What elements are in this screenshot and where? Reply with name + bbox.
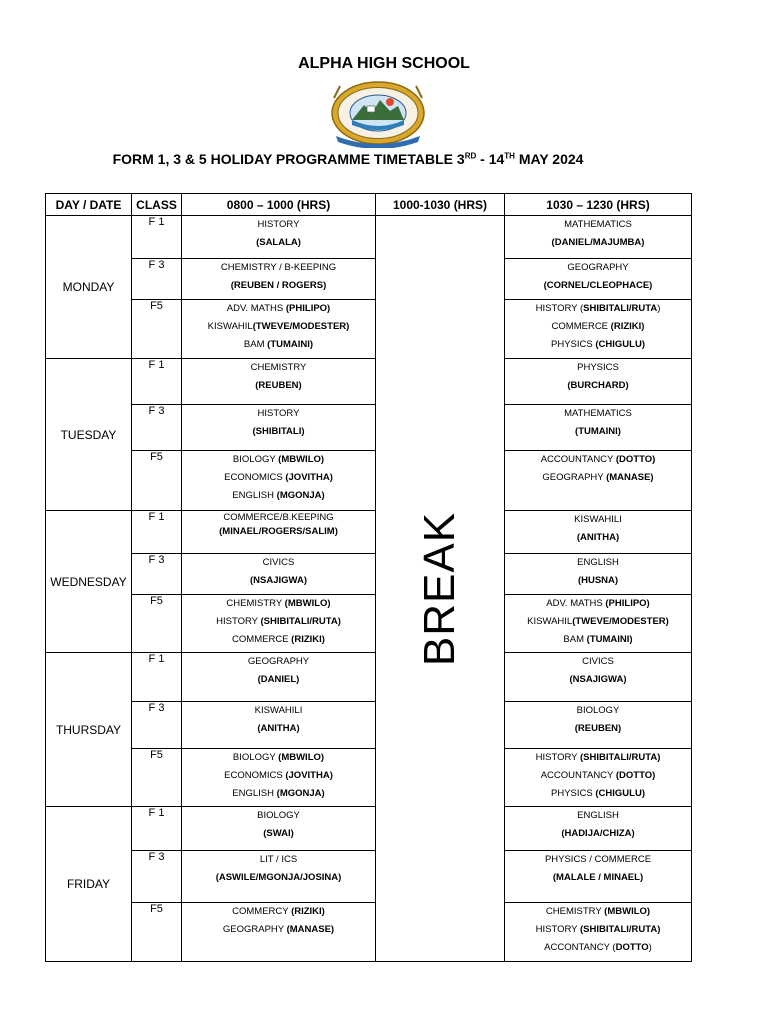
teacher-name: (SHIBITALI/RUTA): [579, 752, 661, 763]
morning-session-cell: [182, 554, 376, 595]
teacher-name: DOTTO: [615, 942, 649, 953]
subject-name: ACCONTANCY (: [544, 942, 616, 953]
teacher-name: (PHILIPO): [605, 598, 650, 609]
subject-name: ECONOMICS: [224, 472, 286, 483]
late-morning-session-cell: [505, 702, 692, 749]
subject-name: COMMERCE: [232, 634, 292, 645]
subject-line: [505, 595, 691, 613]
late-morning-session-cell: [505, 554, 692, 595]
subject-line: [182, 216, 375, 234]
subject-name: CIVICS: [582, 656, 614, 667]
teacher-name: (HADIJA/CHIZA): [561, 828, 635, 839]
class-cell: F5: [132, 300, 182, 359]
morning-session-cell: [182, 300, 376, 359]
subject-name: CHEMISTRY / B-KEEPING: [220, 262, 337, 273]
teacher-name: (MALALE / MINAEL): [552, 872, 644, 883]
subject-name: HISTORY (: [535, 303, 584, 314]
subject-line: [505, 300, 691, 318]
subject-line: [182, 767, 375, 785]
teacher-name: (JOVITHA): [285, 770, 333, 781]
column-header-slot3: 1030 – 1230 (HRS): [505, 194, 692, 216]
subject-suffix: ): [657, 303, 661, 314]
subject-name: ENGLISH: [232, 490, 277, 501]
teacher-name: (SWAI): [263, 828, 294, 839]
teacher-name: (JOVITHA): [285, 472, 333, 483]
subject-line: [182, 595, 375, 613]
subject-name: BIOLOGY: [232, 454, 279, 465]
school-name: ALPHA HIGH SCHOOL: [298, 55, 470, 72]
class-cell: F5: [132, 595, 182, 653]
subject-line: [182, 451, 375, 469]
teacher-name: (DANIEL): [257, 674, 300, 685]
table-row: [46, 511, 692, 554]
day-cell: TUESDAY: [46, 359, 132, 511]
subject-line: [505, 767, 691, 785]
subject-name: ENGLISH: [232, 788, 277, 799]
subject-line: [182, 377, 375, 395]
table-row: [46, 216, 692, 259]
subject-line: [182, 785, 375, 803]
subject-line: [182, 525, 375, 539]
subject-line: [505, 631, 691, 649]
subject-name: ACCOUNTANCY: [540, 770, 616, 781]
late-morning-session-cell: [505, 300, 692, 359]
late-morning-session-cell: [505, 595, 692, 653]
subject-name: HISTORY: [535, 752, 580, 763]
morning-session-cell: [182, 851, 376, 903]
class-cell: F 3: [132, 554, 182, 595]
teacher-name: (BURCHARD): [567, 380, 629, 391]
class-cell: F5: [132, 903, 182, 962]
subject-line: [182, 511, 375, 525]
subject-name: CHEMISTRY: [545, 906, 605, 917]
teacher-name: (MINAEL/ROGERS/SALIM): [219, 526, 338, 537]
day-cell: THURSDAY: [46, 653, 132, 807]
teacher-name: (DANIEL/MAJUMBA): [551, 237, 645, 248]
subject-line: [182, 825, 375, 843]
late-morning-session-cell: [505, 259, 692, 300]
subject-name: KISWAHIL: [527, 616, 573, 627]
morning-session-cell: [182, 807, 376, 851]
subject-name: COMMERCE/B.KEEPING: [223, 512, 334, 523]
class-cell: F 1: [132, 359, 182, 405]
subject-line: [505, 234, 691, 252]
subject-name: GEOGRAPHY: [222, 924, 287, 935]
subject-line: [505, 318, 691, 336]
late-morning-session-cell: [505, 807, 692, 851]
teacher-name: (REUBEN): [255, 380, 302, 391]
late-morning-session-cell: [505, 749, 692, 807]
subject-name: KISWAHIL: [207, 321, 253, 332]
subject-line: [182, 702, 375, 720]
late-morning-session-cell: [505, 359, 692, 405]
teacher-name: (NSAJIGWA): [569, 674, 627, 685]
subject-line: [505, 671, 691, 689]
column-header-class: CLASS: [132, 194, 182, 216]
late-morning-session-cell: [505, 451, 692, 511]
subject-line: [182, 359, 375, 377]
class-cell: F 3: [132, 259, 182, 300]
table-row: [46, 259, 692, 300]
column-header-slot1: 0800 – 1000 (HRS): [182, 194, 376, 216]
teacher-name: (TWEVE/MODESTER): [572, 616, 669, 627]
subject-line: [505, 720, 691, 738]
teacher-name: (MANASE): [286, 924, 335, 935]
teacher-name: (CHIGULU): [595, 788, 645, 799]
class-cell: F5: [132, 749, 182, 807]
late-morning-session-cell: [505, 405, 692, 451]
subject-name: PHYSICS: [577, 362, 619, 373]
timetable-title: FORM 1, 3 & 5 HOLIDAY PROGRAMME TIMETABLE 3RD - 14TH MAY 2024: [112, 151, 584, 167]
table-row: [46, 451, 692, 511]
class-cell: F 1: [132, 807, 182, 851]
subject-line: [182, 300, 375, 318]
teacher-name: (MBWILO): [284, 598, 331, 609]
subject-line: [505, 702, 691, 720]
table-row: [46, 405, 692, 451]
teacher-name: (ASWILE/MGONJA/JOSINA): [215, 872, 342, 883]
teacher-name: (MANASE): [606, 472, 654, 483]
class-cell: F 1: [132, 511, 182, 554]
subject-line: [505, 423, 691, 441]
subject-line: [505, 613, 691, 631]
subject-line: [182, 903, 375, 921]
late-morning-session-cell: [505, 653, 692, 702]
subject-name: ENGLISH: [577, 810, 619, 821]
subject-name: ADV. MATHS: [546, 598, 606, 609]
teacher-name: (DOTTO): [615, 770, 656, 781]
table-row: [46, 807, 692, 851]
subject-name: PHYSICS / COMMERCE: [544, 854, 652, 865]
teacher-name: (DOTTO): [615, 454, 656, 465]
subject-name: ACCOUNTANCY: [540, 454, 616, 465]
subject-line: [182, 554, 375, 572]
subject-line: [182, 720, 375, 738]
subject-line: [182, 807, 375, 825]
teacher-name: (MBWILO): [278, 454, 325, 465]
subject-name: CHEMISTRY: [250, 362, 307, 373]
subject-name: HISTORY: [257, 219, 300, 230]
header-row: [46, 194, 692, 216]
subject-name: ADV. MATHS: [226, 303, 286, 314]
subject-line: [505, 216, 691, 234]
subject-name: CHEMISTRY: [226, 598, 285, 609]
class-cell: F 3: [132, 405, 182, 451]
morning-session-cell: [182, 903, 376, 962]
subject-name: COMMERCE: [551, 321, 611, 332]
subject-line: [505, 939, 691, 957]
morning-session-cell: [182, 653, 376, 702]
subject-line: [505, 749, 691, 767]
teacher-name: (ANITHA): [257, 723, 300, 734]
morning-session-cell: [182, 749, 376, 807]
subject-name: PHYSICS: [551, 788, 596, 799]
subject-line: [505, 451, 691, 469]
table-row: [46, 903, 692, 962]
late-morning-session-cell: [505, 216, 692, 259]
teacher-name: (PHILIPO): [285, 303, 331, 314]
column-header-day: DAY / DATE: [46, 194, 132, 216]
day-cell: FRIDAY: [46, 807, 132, 962]
subject-name: HISTORY: [257, 408, 300, 419]
subject-line: [505, 921, 691, 939]
subject-line: [182, 277, 375, 295]
subject-line: [182, 851, 375, 869]
class-cell: F5: [132, 451, 182, 511]
teacher-name: (REUBEN / ROGERS): [230, 280, 327, 291]
teacher-name: (SALALA): [256, 237, 301, 248]
teacher-name: (TWEVE/MODESTER): [252, 321, 350, 332]
timetable: [45, 193, 692, 962]
subject-name: MATHEMATICS: [564, 408, 632, 419]
subject-line: [182, 423, 375, 441]
teacher-name: (ANITHA): [576, 532, 620, 543]
table-row: [46, 702, 692, 749]
teacher-name: (CORNEL/CLEOPHACE): [543, 280, 653, 291]
teacher-name: (SHIBITALI/RUTA): [579, 924, 661, 935]
morning-session-cell: [182, 359, 376, 405]
subject-name: GEOGRAPHY: [542, 472, 607, 483]
subject-line: [505, 807, 691, 825]
subject-line: [182, 869, 375, 887]
teacher-name: (NSAJIGWA): [250, 575, 307, 586]
table-row: [46, 300, 692, 359]
table-row: [46, 653, 692, 702]
timetable-body: [46, 216, 692, 962]
teacher-name: (TUMAINI): [267, 339, 314, 350]
subject-suffix: ): [648, 942, 652, 953]
teacher-name: (MGONJA): [276, 490, 325, 501]
subject-line: [505, 277, 691, 295]
teacher-name: (SHIBITALI): [252, 426, 305, 437]
teacher-name: (HUSNA): [577, 575, 619, 586]
subject-line: [505, 529, 691, 547]
subject-line: [182, 487, 375, 505]
late-morning-session-cell: [505, 851, 692, 903]
subject-name: GEOGRAPHY: [247, 656, 310, 667]
class-cell: F 3: [132, 851, 182, 903]
table-row: [46, 595, 692, 653]
subject-line: [182, 631, 375, 649]
subject-line: [182, 405, 375, 423]
teacher-name: (MGONJA): [276, 788, 325, 799]
subject-line: [182, 653, 375, 671]
subject-line: [505, 469, 691, 487]
day-cell: WEDNESDAY: [46, 511, 132, 653]
subject-line: [505, 869, 691, 887]
subject-name: KISWAHILI: [574, 514, 622, 525]
class-cell: F 1: [132, 653, 182, 702]
subject-line: [505, 554, 691, 572]
subject-line: [505, 785, 691, 803]
subject-name: KISWAHILI: [254, 705, 303, 716]
subject-line: [182, 921, 375, 939]
subject-line: [505, 511, 691, 529]
late-morning-session-cell: [505, 511, 692, 554]
subject-name: BIOLOGY: [232, 752, 279, 763]
subject-name: COMMERCY: [232, 906, 292, 917]
column-header-slot2: 1000-1030 (HRS): [376, 194, 505, 216]
subject-line: [505, 259, 691, 277]
day-cell: MONDAY: [46, 216, 132, 359]
subject-name: BIOLOGY: [257, 810, 300, 821]
subject-name: BAM: [563, 634, 587, 645]
teacher-name: (SHIBITALI/RUTA): [260, 616, 341, 627]
subject-line: [505, 377, 691, 395]
subject-line: [182, 572, 375, 590]
teacher-name: (REUBEN): [574, 723, 622, 734]
teacher-name: (RIZIKI): [291, 906, 325, 917]
teacher-name: (MBWILO): [604, 906, 651, 917]
subject-line: [505, 825, 691, 843]
subject-name: BAM: [243, 339, 268, 350]
subject-name: PHYSICS: [551, 339, 596, 350]
break-label: BREAK: [415, 511, 464, 666]
morning-session-cell: [182, 511, 376, 554]
subject-line: [505, 851, 691, 869]
subject-line: [182, 336, 375, 354]
morning-session-cell: [182, 595, 376, 653]
subject-name: ENGLISH: [577, 557, 619, 568]
subject-line: [505, 903, 691, 921]
late-morning-session-cell: [505, 903, 692, 962]
table-row: [46, 851, 692, 903]
teacher-name: SHIBITALI/RUTA: [583, 303, 658, 314]
teacher-name: (CHIGULU): [595, 339, 645, 350]
break-cell: [376, 216, 505, 962]
subject-line: [505, 572, 691, 590]
subject-line: [182, 671, 375, 689]
morning-session-cell: [182, 405, 376, 451]
subject-line: [505, 336, 691, 354]
subject-line: [505, 653, 691, 671]
teacher-name: (TUMAINI): [575, 426, 621, 437]
subject-line: [182, 469, 375, 487]
subject-name: GEOGRAPHY: [567, 262, 629, 273]
school-crest-icon: [328, 80, 428, 148]
table-row: [46, 749, 692, 807]
morning-session-cell: [182, 702, 376, 749]
subject-name: HISTORY: [535, 924, 580, 935]
subject-line: [182, 749, 375, 767]
subject-name: BIOLOGY: [576, 705, 620, 716]
subject-line: [182, 259, 375, 277]
subject-name: LIT / ICS: [259, 854, 298, 865]
table-row: [46, 554, 692, 595]
subject-line: [505, 405, 691, 423]
table-row: [46, 359, 692, 405]
subject-line: [505, 359, 691, 377]
subject-name: ECONOMICS: [224, 770, 286, 781]
subject-line: [182, 234, 375, 252]
subject-name: MATHEMATICS: [564, 219, 632, 230]
morning-session-cell: [182, 216, 376, 259]
morning-session-cell: [182, 451, 376, 511]
class-cell: F 1: [132, 216, 182, 259]
subject-line: [182, 318, 375, 336]
subject-name: CIVICS: [262, 557, 295, 568]
teacher-name: (TUMAINI): [586, 634, 633, 645]
teacher-name: (MBWILO): [278, 752, 325, 763]
subject-name: HISTORY: [216, 616, 261, 627]
class-cell: F 3: [132, 702, 182, 749]
teacher-name: (RIZIKI): [291, 634, 325, 645]
subject-line: [182, 613, 375, 631]
teacher-name: (RIZIKI): [610, 321, 645, 332]
morning-session-cell: [182, 259, 376, 300]
